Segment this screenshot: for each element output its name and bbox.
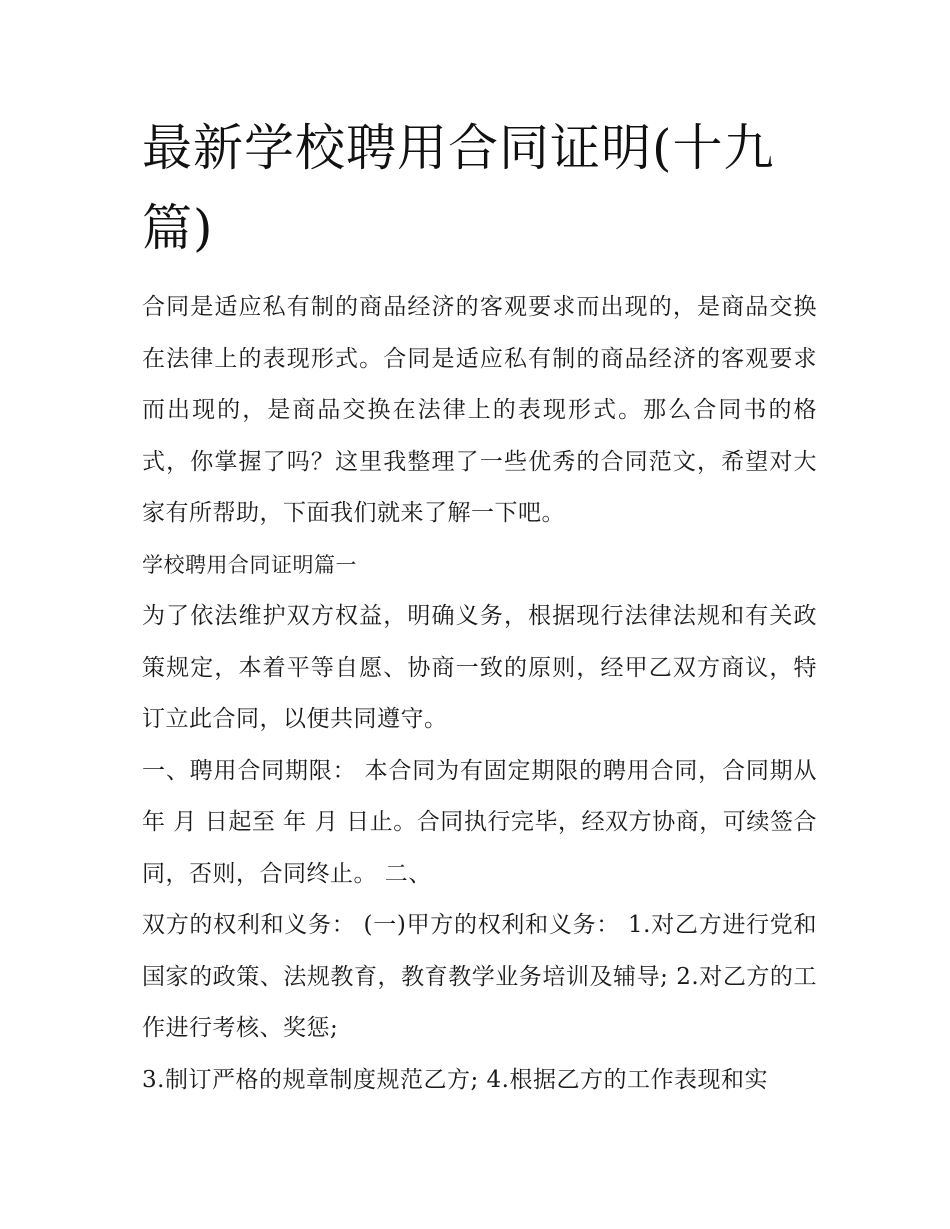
body-paragraph: 双方的权利和义务： (一)甲方的权利和义务： 1.对乙方进行党和国家的政策、法规教育，教育教学业务培训及辅导; 2.对乙方的工作进行考核、奖惩; [142,912,817,1041]
body-paragraph: 3.制订严格的规章制度规范乙方; 4.根据乙方的工作表现和实 [142,1066,768,1093]
body-paragraph: 一、聘用合同期限： 本合同为有固定期限的聘用合同，合同期从 年 月 日起至 年 月 日止。合同执行完毕，经双方协商，可续签合同，否则，合同终止。 二、 [142,757,817,887]
document-page [142,108,817,1106]
section-heading: 学校聘用合同证明篇一 [142,552,357,577]
document-title: 最新学校聘用合同证明(十九篇) [142,119,775,257]
intro-paragraph: 合同是适应私有制的商品经济的客观要求而出现的，是商品交换在法律上的表现形式。合同是适应私有制的商品经济的客观要求而出现的，是商品交换在法律上的表现形式。那么合同书的格式，你掌握了吗？这里我整理了一些优秀的合同范文，希望对大家有所帮助，下面我们就来了解一下吧。 [142,294,817,526]
body-paragraph: 为了依法维护双方权益，明确义务，根据现行法律法规和有关政策规定，本着平等自愿、协商一致的原则，经甲乙双方商议，特订立此合同，以便共同遵守。 [142,603,817,732]
